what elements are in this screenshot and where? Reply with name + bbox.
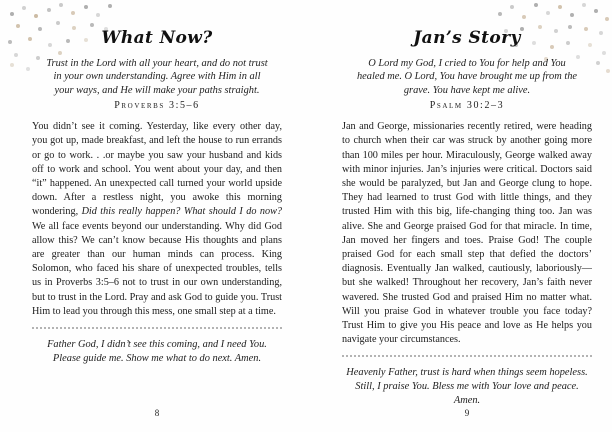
decor-dot <box>498 12 502 16</box>
page-title: What Now? <box>101 28 213 48</box>
decor-dot <box>594 9 598 13</box>
dotted-divider <box>32 327 282 329</box>
decor-dot <box>534 3 538 7</box>
page-number: 9 <box>464 408 470 418</box>
page-left <box>32 28 282 366</box>
decor-dot <box>59 3 63 7</box>
decor-dot <box>510 5 514 9</box>
decor-dot <box>546 11 550 15</box>
decor-dot <box>96 13 100 17</box>
scripture-reference: Proverbs 3:5–6 <box>114 100 200 112</box>
page-number: 8 <box>154 408 160 418</box>
decor-dot <box>10 12 14 16</box>
decor-dot <box>22 6 26 10</box>
scripture-reference: Psalm 30:2–3 <box>429 100 505 112</box>
decor-dot <box>14 53 18 57</box>
page-right <box>342 28 592 408</box>
decor-dot <box>56 21 60 25</box>
decor-dot <box>34 14 38 18</box>
decor-dot <box>84 5 88 9</box>
decor-dot <box>10 63 14 67</box>
decor-dot <box>605 17 609 21</box>
dotted-divider <box>342 355 592 357</box>
page-title: Jan’s Story <box>413 28 521 48</box>
decor-dot <box>522 15 526 19</box>
prayer-text: Heavenly Father, trust is hard when things seem hopeless. Still, I praise You. Bless me with Your love and peace. Amen. <box>346 367 588 407</box>
prayer-text: Father God, I didn’t see this coming, and I need You. Please guide me. Show me what to do next. Amen. <box>47 339 267 365</box>
decor-dot <box>582 3 586 7</box>
decor-dot <box>599 31 603 35</box>
decor-dot <box>8 40 12 44</box>
decor-dot <box>26 67 30 71</box>
decor-dot <box>47 8 51 12</box>
decor-dot <box>602 51 606 55</box>
scripture-epigraph: Trust in the Lord with all your heart, and do not trust in your own understanding. Agree with Him in all your ways, and He will make your paths straight. <box>46 58 268 96</box>
decor-dot <box>71 11 75 15</box>
decor-dot <box>90 23 94 27</box>
decor-dot <box>570 13 574 17</box>
devotional-body-text: You didn’t see it coming. Yesterday, like every other day, you got up, made breakfast, and left the house to run errands or go to work. . .or maybe you saw your husband and kids off to work and school. You went about your day, and then “it” happened. An unexpected call turned your world upside down. After a restless night, you awoke this morning wondering, Did this really happen? What should I do now? We all face events beyond our understanding. Why did God allow this? We can’t know because His thoughts and plans are greater than our human minds can process. King Solomon, who faced his share of unexpected troubles, tells us in Proverbs 3:5–6 not to trust in our own understanding, but to trust in the Lord. Pray and ask God to guide you. Trust Him to lead you through this mess, one small step at a time. <box>32 121 282 317</box>
devotional-body-text: Jan and George, missionaries recently retired, were heading to church when their car was struck by another going more than 100 miles per hour. Miraculously, George walked away with minor injuries. Jan’s injuries were critical. Doctors said she would be paralyzed, but Jan and George clung to hope. They had learned to trust God with little things, and they trusted Him with this big, life-changing thing too. Jan was alive. She and George praised God for that miracle. In time, Jan moved her fingers and toes. Praise God! The couple praised God for each small step that defied the doctors’ diagnosis. Eventually Jan walked, cautiously, laboriously—but she walked! Throughout her recovery, Jan’s faith never wavered. She trusted God and praised Him no matter what. Will you praise God in whatever trouble you face today? Trust Him to give you His peace and love as He helps you navigate your circumstances. <box>342 121 592 346</box>
decor-dot <box>16 24 20 28</box>
scripture-epigraph: O Lord my God, I cried to You for help and You healed me. O Lord, You have brought me up from the grave. You have kept me alive. <box>356 58 578 96</box>
decor-dot <box>606 69 610 73</box>
decor-dot <box>558 5 562 9</box>
decor-dot <box>108 4 112 8</box>
decor-dot <box>596 61 600 65</box>
